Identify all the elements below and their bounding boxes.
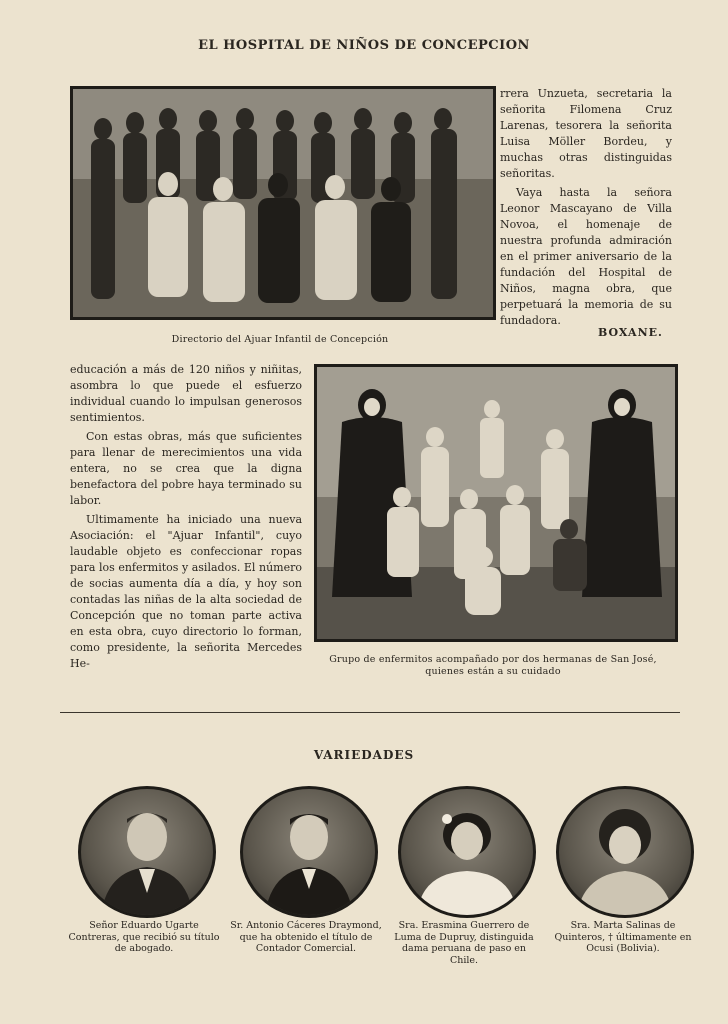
page-title: EL HOSPITAL DE NIÑOS DE CONCEPCION — [198, 38, 530, 53]
right-paragraph-1: rrera Unzueta, secretaria la señorita Filomena Cruz Larenas, tesorera la señorita Luisa Möller Bordeu, y muchas otras distinguidas señoritas. — [500, 87, 672, 180]
man-portrait-icon — [243, 789, 375, 915]
photo-ajuar-directorio — [70, 86, 496, 320]
portrait-caption-2: Sr. Antonio Cáceres Draymond, que ha obtenido el título de Contador Comercial. — [230, 920, 382, 954]
photo-enfermitos-hermanas — [314, 364, 678, 642]
portrait-caption-4: Sra. Marta Salinas de Quinteros, † últimamente en Ocusi (Bolivia). — [554, 920, 692, 954]
left-paragraph-3: Ultimamente ha iniciado una nueva Asociación: el "Ajuar Infantil", cuyo laudable objeto es confeccionar ropas para los enfermitos y asilados. El número de socias aumenta día a día, y hoy son contadas las niñas de la alta sociedad de Concepción que no toman parte activa en esta obra, cuyo directorio lo forman, como presidente, la señorita Mercedes He- — [70, 513, 302, 670]
portrait-erasmina-guerrero — [398, 786, 536, 918]
left-paragraph-1: educación a más de 120 niños y niñitas, asombra lo que puede el esfuerzo individual cuando lo impulsan generosos sentimientos. — [70, 363, 302, 424]
section-divider — [60, 712, 680, 713]
portrait-eduardo-ugarte — [78, 786, 216, 918]
portrait-antonio-caceres — [240, 786, 378, 918]
man-portrait-icon — [81, 789, 213, 915]
left-paragraph-2: Con estas obras, más que suficientes para llenar de merecimientos una vida entera, no se crea que la digna benefactora del pobre haya terminado su labor. — [70, 430, 302, 507]
left-column-text — [70, 362, 302, 675]
woman-portrait-icon — [559, 789, 691, 915]
group-photo-illustration — [73, 89, 493, 317]
children-photo-illustration — [317, 367, 675, 639]
photo1-caption: Directorio del Ajuar Infantil de Concepción — [171, 334, 389, 345]
portrait-marta-salinas — [556, 786, 694, 918]
variedades-title: VARIEDADES — [313, 748, 415, 762]
author-signature: BOXANE. — [598, 326, 663, 339]
right-paragraph-2: Vaya hasta la señora Leonor Mascayano de Villa Novoa, el homenaje de nuestra profunda admiración en el primer aniversario de la fundación del Hospital de Niños, magna obra, que perpetuará la memoria de su fundadora. — [500, 186, 672, 327]
portrait-caption-1: Señor Eduardo Ugarte Contreras, que recibió su título de abogado. — [68, 920, 220, 954]
portrait-caption-3: Sra. Erasmina Guerrero de Luma de Dupruy, distinguida dama peruana de paso en Chile. — [394, 920, 534, 966]
woman-portrait-icon — [401, 789, 533, 915]
right-column-text — [500, 86, 672, 332]
photo2-caption: Grupo de enfermitos acompañado por dos hermanas de San José, quienes están a su cuidado — [329, 654, 657, 677]
